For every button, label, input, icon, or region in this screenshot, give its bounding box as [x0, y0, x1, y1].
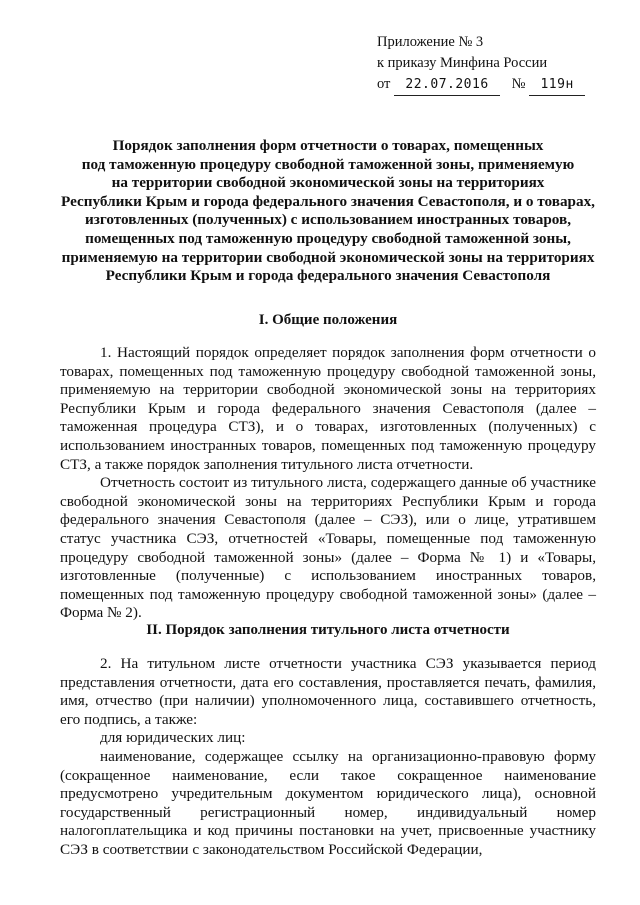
title-line: под таможенную процедуру свободной таможенной зоны, применяемую [81, 155, 575, 173]
annex-from-label: от [377, 76, 391, 92]
title-line: Республики Крым и города федерального значения Севастополя [105, 267, 551, 285]
annex-title: Приложение № 3 [377, 34, 484, 50]
paragraph: наименование, содержащее ссылку на организационно-правовую форму (сокращенное наименование, если такое сокращенное наименование предусмотрено учредительным документом юридического лица), основной государственный регистрационный номер, индивидуальный номер налогоплательщика и код причины постановки на учет, присвоенные участнику СЭЗ в соответствии с законодательством Российской Федерации, [60, 747, 596, 858]
annex-date: 22.07.2016 [394, 74, 500, 96]
section-1-heading: I. Общие положения [258, 312, 398, 328]
annex-number: 119н [529, 74, 585, 96]
title-line: Порядок заполнения форм отчетности о товарах, помещенных [112, 137, 544, 154]
annex-block [377, 32, 585, 96]
title-line: на территории свободной экономической зоны на территориях [111, 174, 545, 192]
section-2-heading: II. Порядок заполнения титульного листа отчетности [146, 622, 510, 638]
title-line: Республики Крым и города федерального значения Севастополя, и о товарах, [61, 192, 595, 210]
section-1-body [60, 344, 596, 623]
title-line: применяемую на территории свободной экономической зоны на территориях [61, 248, 595, 266]
annex-order-ref: к приказу Минфина России [377, 55, 548, 71]
paragraph: 2. На титульном листе отчетности участника СЭЗ указывается период представления отчетности, дата его составления, проставляется печать, фамилия, имя, отчество (при наличии) уполномоченного лица, составившего отчетность, его подпись, а также: [60, 655, 596, 728]
title-line: помещенных под таможенную процедуру свободной таможенной зоны, [85, 229, 571, 247]
annex-date-number [377, 74, 585, 96]
section-2-body [60, 655, 596, 860]
paragraph: 1. Настоящий порядок определяет порядок заполнения форм отчетности о товарах, помещенных под таможенную процедуру свободной таможенной зоны, применяемую на территории свободной экономической зоны на территориях Республики Крым и города федерального значения Севастополя (далее – таможенная процедура СТЗ), и о товарах, изготовленных (полученных) с использованием иностранных товаров, помещенных под таможенную процедуру СТЗ, а также порядок заполнения титульного листа отчетности. [60, 344, 596, 473]
paragraph: для юридических лиц: [100, 729, 246, 747]
annex-number-label: № [511, 76, 526, 92]
title-line: изготовленных (полученных) с использованием иностранных товаров, [84, 211, 572, 229]
document-title [60, 137, 596, 286]
paragraph: Отчетность состоит из титульного листа, содержащего данные об участнике свободной экономической зоны на территориях Республики Крым и города федерального значения Севастополя (далее – СЭЗ), или о лице, утратившем статус участника СЭЗ, отчетностей «Товары, помещенные под таможенную процедуру свободной таможенной зоны» (далее – Форма № 1) и «Товары, изготовленные (полученные) с использованием иностранных товаров, помещенных под таможенную процедуру свободной таможенной зоны» (далее – Форма № 2). [60, 474, 596, 622]
